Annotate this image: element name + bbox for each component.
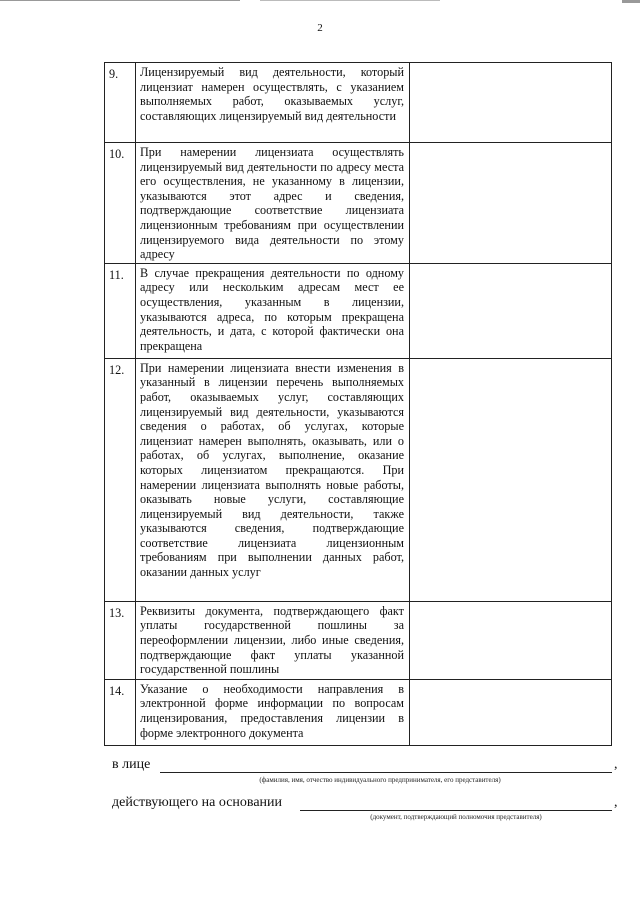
row-number: 12. <box>105 358 136 601</box>
basis-label: действующего на основании <box>112 795 283 810</box>
row-description: При намерении лицензиата осуществлять лицензируемый вид деятельности по адресу места его осуществления, не указанному в лицензии, указываются этот адрес и сведения, подтверждающие соответствие лицензиата лицензионным требованиям при осуществлении лицензируемого вида деятельности по этому адресу <box>136 143 410 264</box>
scan-edge-mark <box>622 0 640 3</box>
row-value-field[interactable] <box>410 63 612 143</box>
application-table <box>104 62 612 746</box>
basis-comma: , <box>614 795 618 810</box>
table-row <box>105 63 612 143</box>
table-row <box>105 263 612 358</box>
row-description: Указание о необходимости направления в электронной форме информации по вопросам лицензирования, предоставления лицензии в форме электронного документа <box>136 679 410 745</box>
row-description: В случае прекращения деятельности по одному адресу или нескольким адресам мест ее осуществления, указанным в лицензии, указываются адреса, по которым прекращена деятельность, и дата, с которой фактически она прекращена <box>136 263 410 358</box>
row-number: 11. <box>105 263 136 358</box>
page-number: 2 <box>317 22 323 34</box>
row-value-field[interactable] <box>410 679 612 745</box>
row-value-field[interactable] <box>410 143 612 264</box>
scan-edge-mark <box>260 0 440 1</box>
basis-caption: (документ, подтверждающий полномочия представителя) <box>370 813 542 821</box>
table-row <box>105 143 612 264</box>
row-description: Реквизиты документа, подтверждающего факт уплаты государственной пошлины за переоформлении лицензии, либо иные сведения, подтверждающие факт уплаты указанной государственной пошлины <box>136 601 410 679</box>
row-value-field[interactable] <box>410 601 612 679</box>
in-person-label: в лице <box>112 757 151 772</box>
row-description: При намерении лицензиата внести изменения в указанный в лицензии перечень выполняемых работ, оказываемых услуг, составляющих лицензируемый вид деятельности, указываются сведения о работах, об услугах, которые лицензиат намерен выполнять, оказывать, или о работах, об услугах, выполнение, оказание которых лицензиатом прекращаются. При намерении лицензиата выполнять новые работы, оказывать новые услуги, составляющие лицензируемый вид деятельности, также указываются сведения, подтверждающие соответствие лицензиата лицензионным требованиям при выполнении данных работ, оказании данных услуг <box>136 358 410 601</box>
row-number: 9. <box>105 63 136 143</box>
basis-input-line[interactable] <box>300 810 612 811</box>
in-person-comma: , <box>614 757 618 772</box>
row-number: 14. <box>105 679 136 745</box>
row-description: Лицензируемый вид деятельности, который лицензиат намерен осуществлять, с указанием выполняемых работ, оказываемых услуг, составляющих лицензируемый вид деятельности <box>136 63 410 143</box>
row-value-field[interactable] <box>410 358 612 601</box>
table-row <box>105 679 612 745</box>
table-row <box>105 601 612 679</box>
scan-edge-mark <box>0 0 240 1</box>
row-number: 13. <box>105 601 136 679</box>
table-row <box>105 358 612 601</box>
row-number: 10. <box>105 143 136 264</box>
in-person-input-line[interactable] <box>160 772 612 773</box>
in-person-caption: (фамилия, имя, отчество индивидуального предпринимателя, его представителя) <box>259 776 501 784</box>
row-value-field[interactable] <box>410 263 612 358</box>
